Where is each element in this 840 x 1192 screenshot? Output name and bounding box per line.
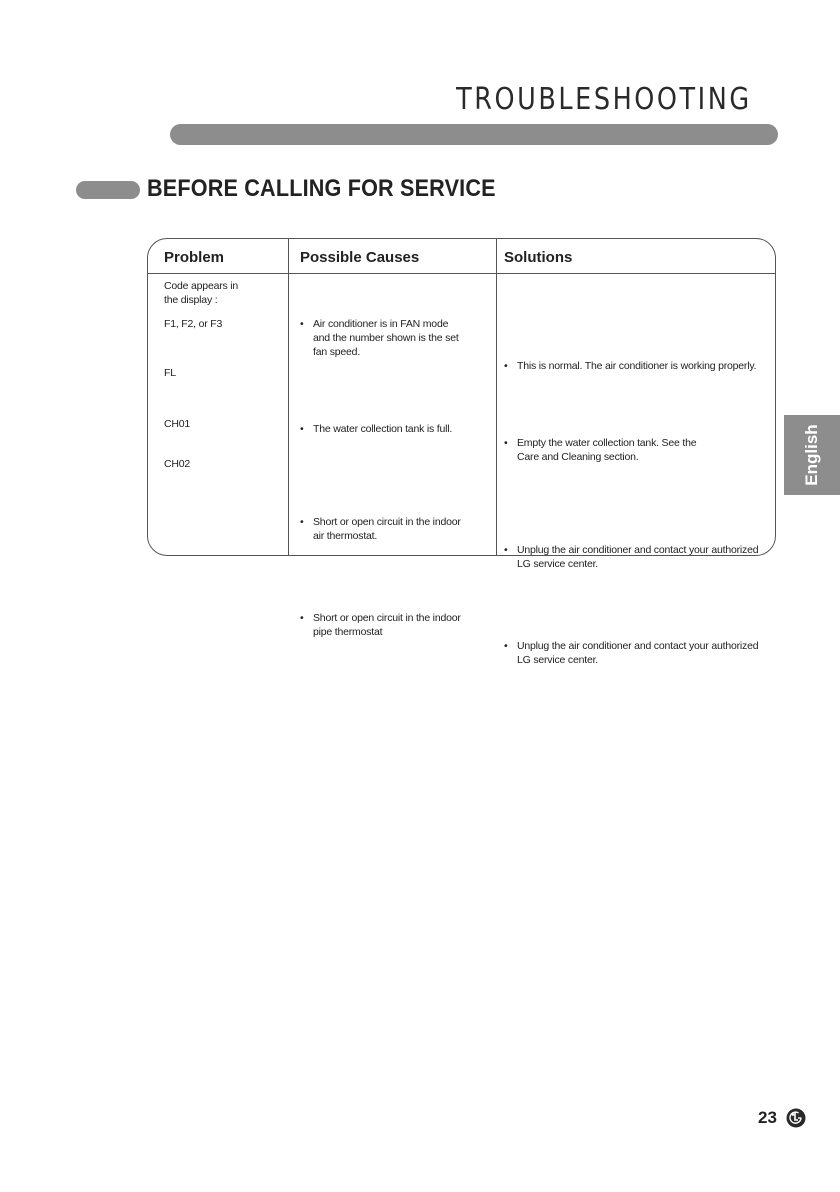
page-number: 23 (758, 1108, 777, 1127)
cause-cell: • Short or open circuit in the indoor air thermostat. (300, 516, 461, 542)
cause-cell: • The water collection tank is full. (300, 423, 453, 435)
column-divider (288, 239, 289, 555)
bullet-icon: • (504, 360, 508, 372)
problem-cell: FL (164, 367, 176, 379)
language-tab-label: English (802, 424, 821, 486)
solution-cell: • Empty the water collection tank. See the Care and Cleaning section. (504, 437, 697, 463)
cause-cell: • Air conditioner is in FAN mode and the number shown is the set fan speed. (300, 318, 459, 358)
chapter-title: TROUBLESHOOTING (456, 82, 752, 117)
bullet-icon: • (300, 612, 304, 624)
section-title: BEFORE CALLING FOR SERVICE (147, 175, 496, 202)
intro-text: Code appears in the display : (164, 280, 239, 306)
cause-cell: • Short or open circuit in the indoor pipe thermostat (300, 612, 461, 638)
problem-cell: CH01 (164, 418, 191, 430)
column-header-causes: Possible Causes (300, 249, 420, 266)
solution-cell: • This is normal. The air conditioner is working properly. (504, 360, 757, 372)
section-pill (76, 181, 140, 199)
language-tab (784, 415, 840, 495)
solution-cell: • Unplug the air conditioner and contact your authorized LG service center. (504, 640, 759, 666)
column-divider (496, 239, 497, 555)
bullet-icon: • (504, 544, 508, 556)
header-bar (170, 124, 778, 145)
problem-cell: F1, F2, or F3 (164, 318, 223, 330)
column-header-solutions: Solutions (504, 249, 573, 266)
bullet-icon: • (300, 318, 304, 330)
troubleshooting-table (147, 238, 776, 666)
lg-logo-icon (786, 1108, 806, 1128)
problem-cell: CH02 (164, 458, 191, 470)
bullet-icon: • (504, 640, 508, 652)
header-divider (148, 273, 775, 274)
column-header-problem: Problem (164, 249, 225, 266)
solution-cell: • Unplug the air conditioner and contact your authorized LG service center. (504, 544, 759, 570)
bullet-icon: • (300, 423, 304, 435)
bullet-icon: • (504, 437, 508, 449)
bullet-icon: • (300, 516, 304, 528)
